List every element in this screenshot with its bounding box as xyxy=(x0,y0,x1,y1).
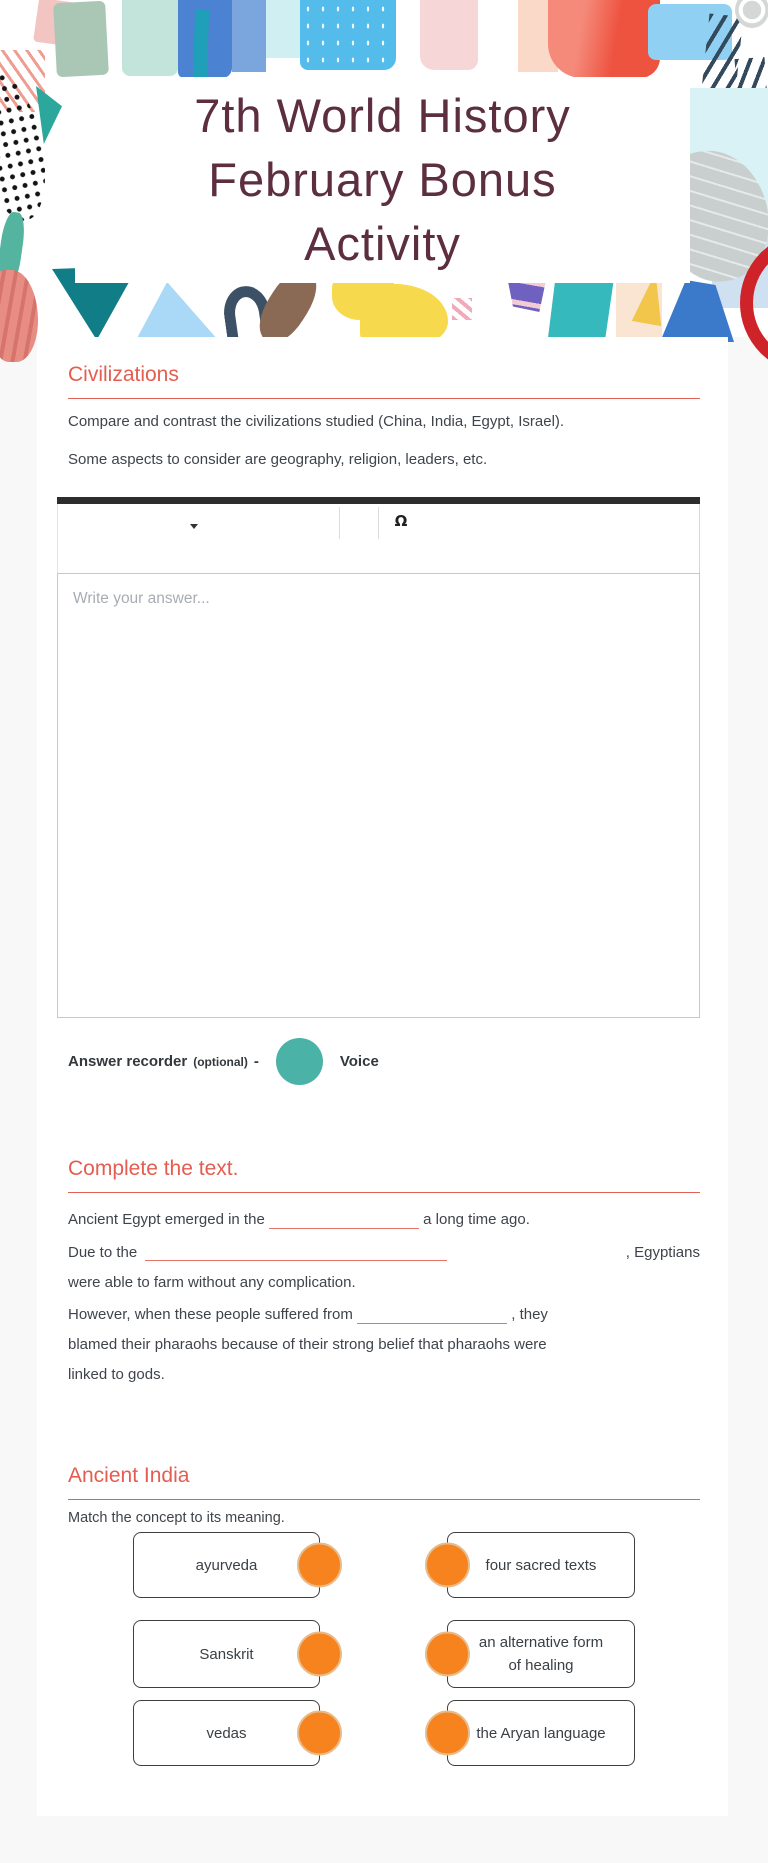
match-item-right[interactable] xyxy=(447,1620,635,1688)
recorder-label: Answer recorder xyxy=(68,1053,188,1070)
toolbar-separator xyxy=(378,507,379,539)
title-line-1: 7th World History xyxy=(194,89,571,142)
fill-text: Due to the xyxy=(68,1244,138,1261)
match-row xyxy=(68,1532,700,1598)
fill-text: Ancient Egypt emerged in the xyxy=(68,1211,265,1228)
match-instruction: Match the concept to its meaning. xyxy=(68,1510,285,1526)
civilizations-prompt-2: Some aspects to consider are geography, religion, leaders, etc. xyxy=(68,451,488,468)
art-pale-pink-block xyxy=(420,0,478,70)
art-blue-block-2 xyxy=(232,0,266,72)
toolbar-separator xyxy=(339,507,340,539)
section-divider xyxy=(68,1192,700,1193)
match-item-right[interactable] xyxy=(447,1532,635,1598)
worksheet-card xyxy=(37,337,728,1816)
fill-text: linked to gods. xyxy=(68,1366,165,1383)
title-line-2: February Bonus xyxy=(208,153,557,206)
fill-blank-input-3[interactable] xyxy=(357,1308,507,1324)
answer-placeholder: Write your answer... xyxy=(73,590,210,607)
chevron-down-icon xyxy=(190,524,198,529)
worksheet-title xyxy=(194,84,571,276)
rich-text-editor xyxy=(57,497,700,1018)
recorder-dash: - xyxy=(253,1053,259,1070)
complete-text-heading: Complete the text. xyxy=(68,1157,239,1180)
special-character-button[interactable] xyxy=(385,508,417,534)
art-teal-block xyxy=(548,274,614,342)
fill-line xyxy=(68,1300,700,1330)
header-banner xyxy=(0,0,768,337)
fill-text: were able to farm without any complication. xyxy=(68,1274,356,1291)
match-item-right[interactable] xyxy=(447,1700,635,1766)
art-salmon-blob xyxy=(0,270,38,362)
section-divider xyxy=(68,398,700,399)
art-lightblue-triangle xyxy=(136,282,218,340)
ancient-india-heading: Ancient India xyxy=(68,1464,190,1487)
art-coral-blob xyxy=(548,0,660,78)
match-handle[interactable] xyxy=(297,1543,342,1588)
match-handle[interactable] xyxy=(297,1711,342,1756)
omega-icon: Ω xyxy=(394,512,408,530)
fill-blank-input-2[interactable] xyxy=(145,1245,447,1261)
match-handle[interactable] xyxy=(425,1543,470,1588)
title-line-3: Activity xyxy=(304,217,461,270)
art-sage-block xyxy=(53,1,109,78)
match-handle[interactable] xyxy=(425,1711,470,1756)
art-mint-block xyxy=(122,0,178,76)
format-dropdown-button[interactable] xyxy=(178,511,210,537)
art-pink-marks xyxy=(452,298,472,320)
match-label: four sacred texts xyxy=(485,1556,597,1574)
art-teal-stroke xyxy=(193,10,209,78)
match-label: the Aryan language xyxy=(476,1724,606,1742)
fill-line xyxy=(68,1205,700,1235)
match-handle[interactable] xyxy=(297,1632,342,1677)
fill-text: , they xyxy=(511,1306,548,1323)
fill-paragraph-1 xyxy=(68,1205,700,1298)
section-divider xyxy=(68,1499,700,1500)
civilizations-prompt-1: Compare and contrast the civilizations studied (China, India, Egypt, Israel). xyxy=(68,413,565,430)
fill-text: blamed their pharaohs because of their strong belief that pharaohs were xyxy=(68,1336,547,1353)
fill-text: However, when these people suffered from xyxy=(68,1306,353,1323)
fill-text: a long time ago. xyxy=(423,1211,530,1228)
voice-record-button[interactable] xyxy=(276,1038,323,1085)
match-label: Sanskrit xyxy=(199,1645,254,1663)
fill-line xyxy=(68,1330,700,1360)
match-item-left[interactable] xyxy=(133,1700,320,1766)
title-box xyxy=(75,77,690,283)
editor-toolbar xyxy=(57,504,700,573)
voice-label: Voice xyxy=(339,1053,379,1070)
match-label: an alternative form of healing xyxy=(478,1634,604,1674)
fill-paragraph-2 xyxy=(68,1300,700,1390)
match-handle[interactable] xyxy=(425,1632,470,1677)
match-item-left[interactable] xyxy=(133,1532,320,1598)
fill-line xyxy=(68,1360,700,1390)
recorder-optional-label: (optional) xyxy=(193,1054,248,1069)
section-ancient-india xyxy=(68,1462,700,1766)
match-grid xyxy=(68,1532,700,1766)
fill-blank-input-1[interactable] xyxy=(269,1213,419,1229)
match-label: vedas xyxy=(206,1724,247,1742)
art-pale-cyan-block xyxy=(266,0,302,58)
match-row xyxy=(68,1620,700,1688)
fill-line xyxy=(68,1235,700,1268)
editor-top-border xyxy=(57,497,700,504)
section-complete-text xyxy=(68,1155,700,1390)
answer-textarea[interactable] xyxy=(57,573,700,1018)
match-item-left[interactable] xyxy=(133,1620,320,1688)
fill-text: , Egyptians xyxy=(625,1244,700,1261)
answer-recorder-row xyxy=(68,1038,700,1085)
match-row xyxy=(68,1700,700,1766)
match-label: ayurveda xyxy=(195,1556,258,1574)
civilizations-heading: Civilizations xyxy=(68,363,179,386)
fill-line xyxy=(68,1268,700,1298)
section-civilizations xyxy=(68,361,700,1085)
art-sky-droplet-block xyxy=(300,0,396,70)
